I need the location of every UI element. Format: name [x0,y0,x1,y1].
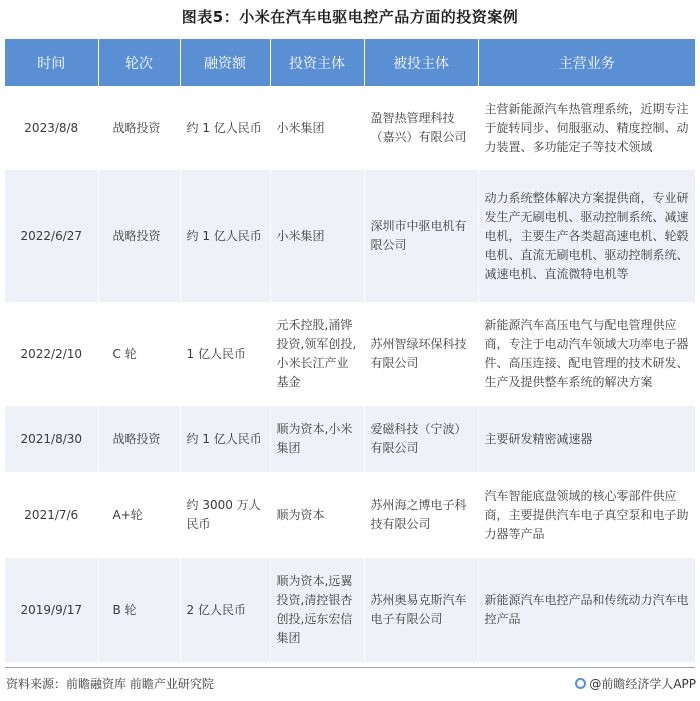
cell-business: 新能源汽车电控产品和传统动力汽车电控产品 [478,558,695,662]
cell-amount: 约 1 亿人民币 [180,86,270,170]
header-time: 时间 [5,39,98,86]
cell-amount: 约 1 亿人民币 [180,406,270,472]
header-round: 轮次 [98,39,180,86]
chart-title: 图表5：小米在汽车电驱电控产品方面的投资案例 [181,8,519,26]
source-note: 资料来源：前瞻融资库 前瞻产业研究院 [6,677,214,691]
cell-investee: 爱磁科技（宁波）有限公司 [364,406,478,472]
table-row [5,302,695,406]
table-row [5,170,695,302]
cell-round: 战略投资 [98,86,180,170]
brand-logo-icon [575,678,586,689]
header-investee: 被投主体 [364,39,478,86]
brand-text: @前瞻经济学人APP [589,677,696,691]
cell-round: 战略投资 [98,406,180,472]
cell-business: 动力系统整体解决方案提供商，专业研发生产无刷电机、驱动控制系统、减速电机，主要生产各类超高速电机、轮毂电机、直流无刷电机、驱动控制系统、减速电机、直流微特电机等 [478,170,695,302]
cell-investee: 苏州海之博电子科技有限公司 [364,472,478,558]
cell-time: 2022/2/10 [5,302,98,406]
cell-investee: 深圳市中驱电机有限公司 [364,170,478,302]
cell-investee: 苏州智绿环保科技有限公司 [364,302,478,406]
header-investor: 投资主体 [270,39,364,86]
cell-time: 2021/7/6 [5,472,98,558]
cell-round: C 轮 [98,302,180,406]
table-row [5,472,695,558]
cell-time: 2021/8/30 [5,406,98,472]
cell-round: 战略投资 [98,170,180,302]
cell-investor: 小米集团 [270,86,364,170]
cell-investor: 元禾控股,涌铧投资,领军创投,小米长江产业基金 [270,302,364,406]
brand-credit [575,675,696,692]
table-row [5,406,695,472]
cell-business: 主营新能源汽车热管理系统，近期专注于旋转同步、伺服驱动、精度控制、动力装置、多功能定子等技术领域 [478,86,695,170]
header-amount: 融资额 [180,39,270,86]
cell-time: 2022/6/27 [5,170,98,302]
footer-divider [5,667,695,668]
table-row [5,558,695,662]
cell-investee: 盈智热管理科技（嘉兴）有限公司 [364,86,478,170]
cell-business: 汽车智能底盘领域的核心零部件供应商，主要提供汽车电子真空泵和电子助力器等产品 [478,472,695,558]
table-header-row [5,39,695,86]
cell-investor: 顺为资本,小米集团 [270,406,364,472]
cell-business: 新能源汽车高压电气与配电管理供应商，专注于电动汽车领域大功率电子器件、高压连接、配电管理的技术研发、生产及提供整车系统的解决方案 [478,302,695,406]
cell-amount: 1 亿人民币 [180,302,270,406]
table-row [5,86,695,170]
cell-round: B 轮 [98,558,180,662]
cell-time: 2023/8/8 [5,86,98,170]
cell-investee: 苏州奥易克斯汽车电子有限公司 [364,558,478,662]
investment-table [5,39,695,662]
cell-investor: 顺为资本 [270,472,364,558]
cell-time: 2019/9/17 [5,558,98,662]
header-business: 主营业务 [478,39,695,86]
cell-amount: 约 3000 万人民币 [180,472,270,558]
cell-investor: 小米集团 [270,170,364,302]
cell-amount: 2 亿人民币 [180,558,270,662]
cell-investor: 顺为资本,远翼投资,清控银杏创投,远东宏信集团 [270,558,364,662]
cell-business: 主要研发精密减速器 [478,406,695,472]
cell-amount: 约 1 亿人民币 [180,170,270,302]
cell-round: A+轮 [98,472,180,558]
